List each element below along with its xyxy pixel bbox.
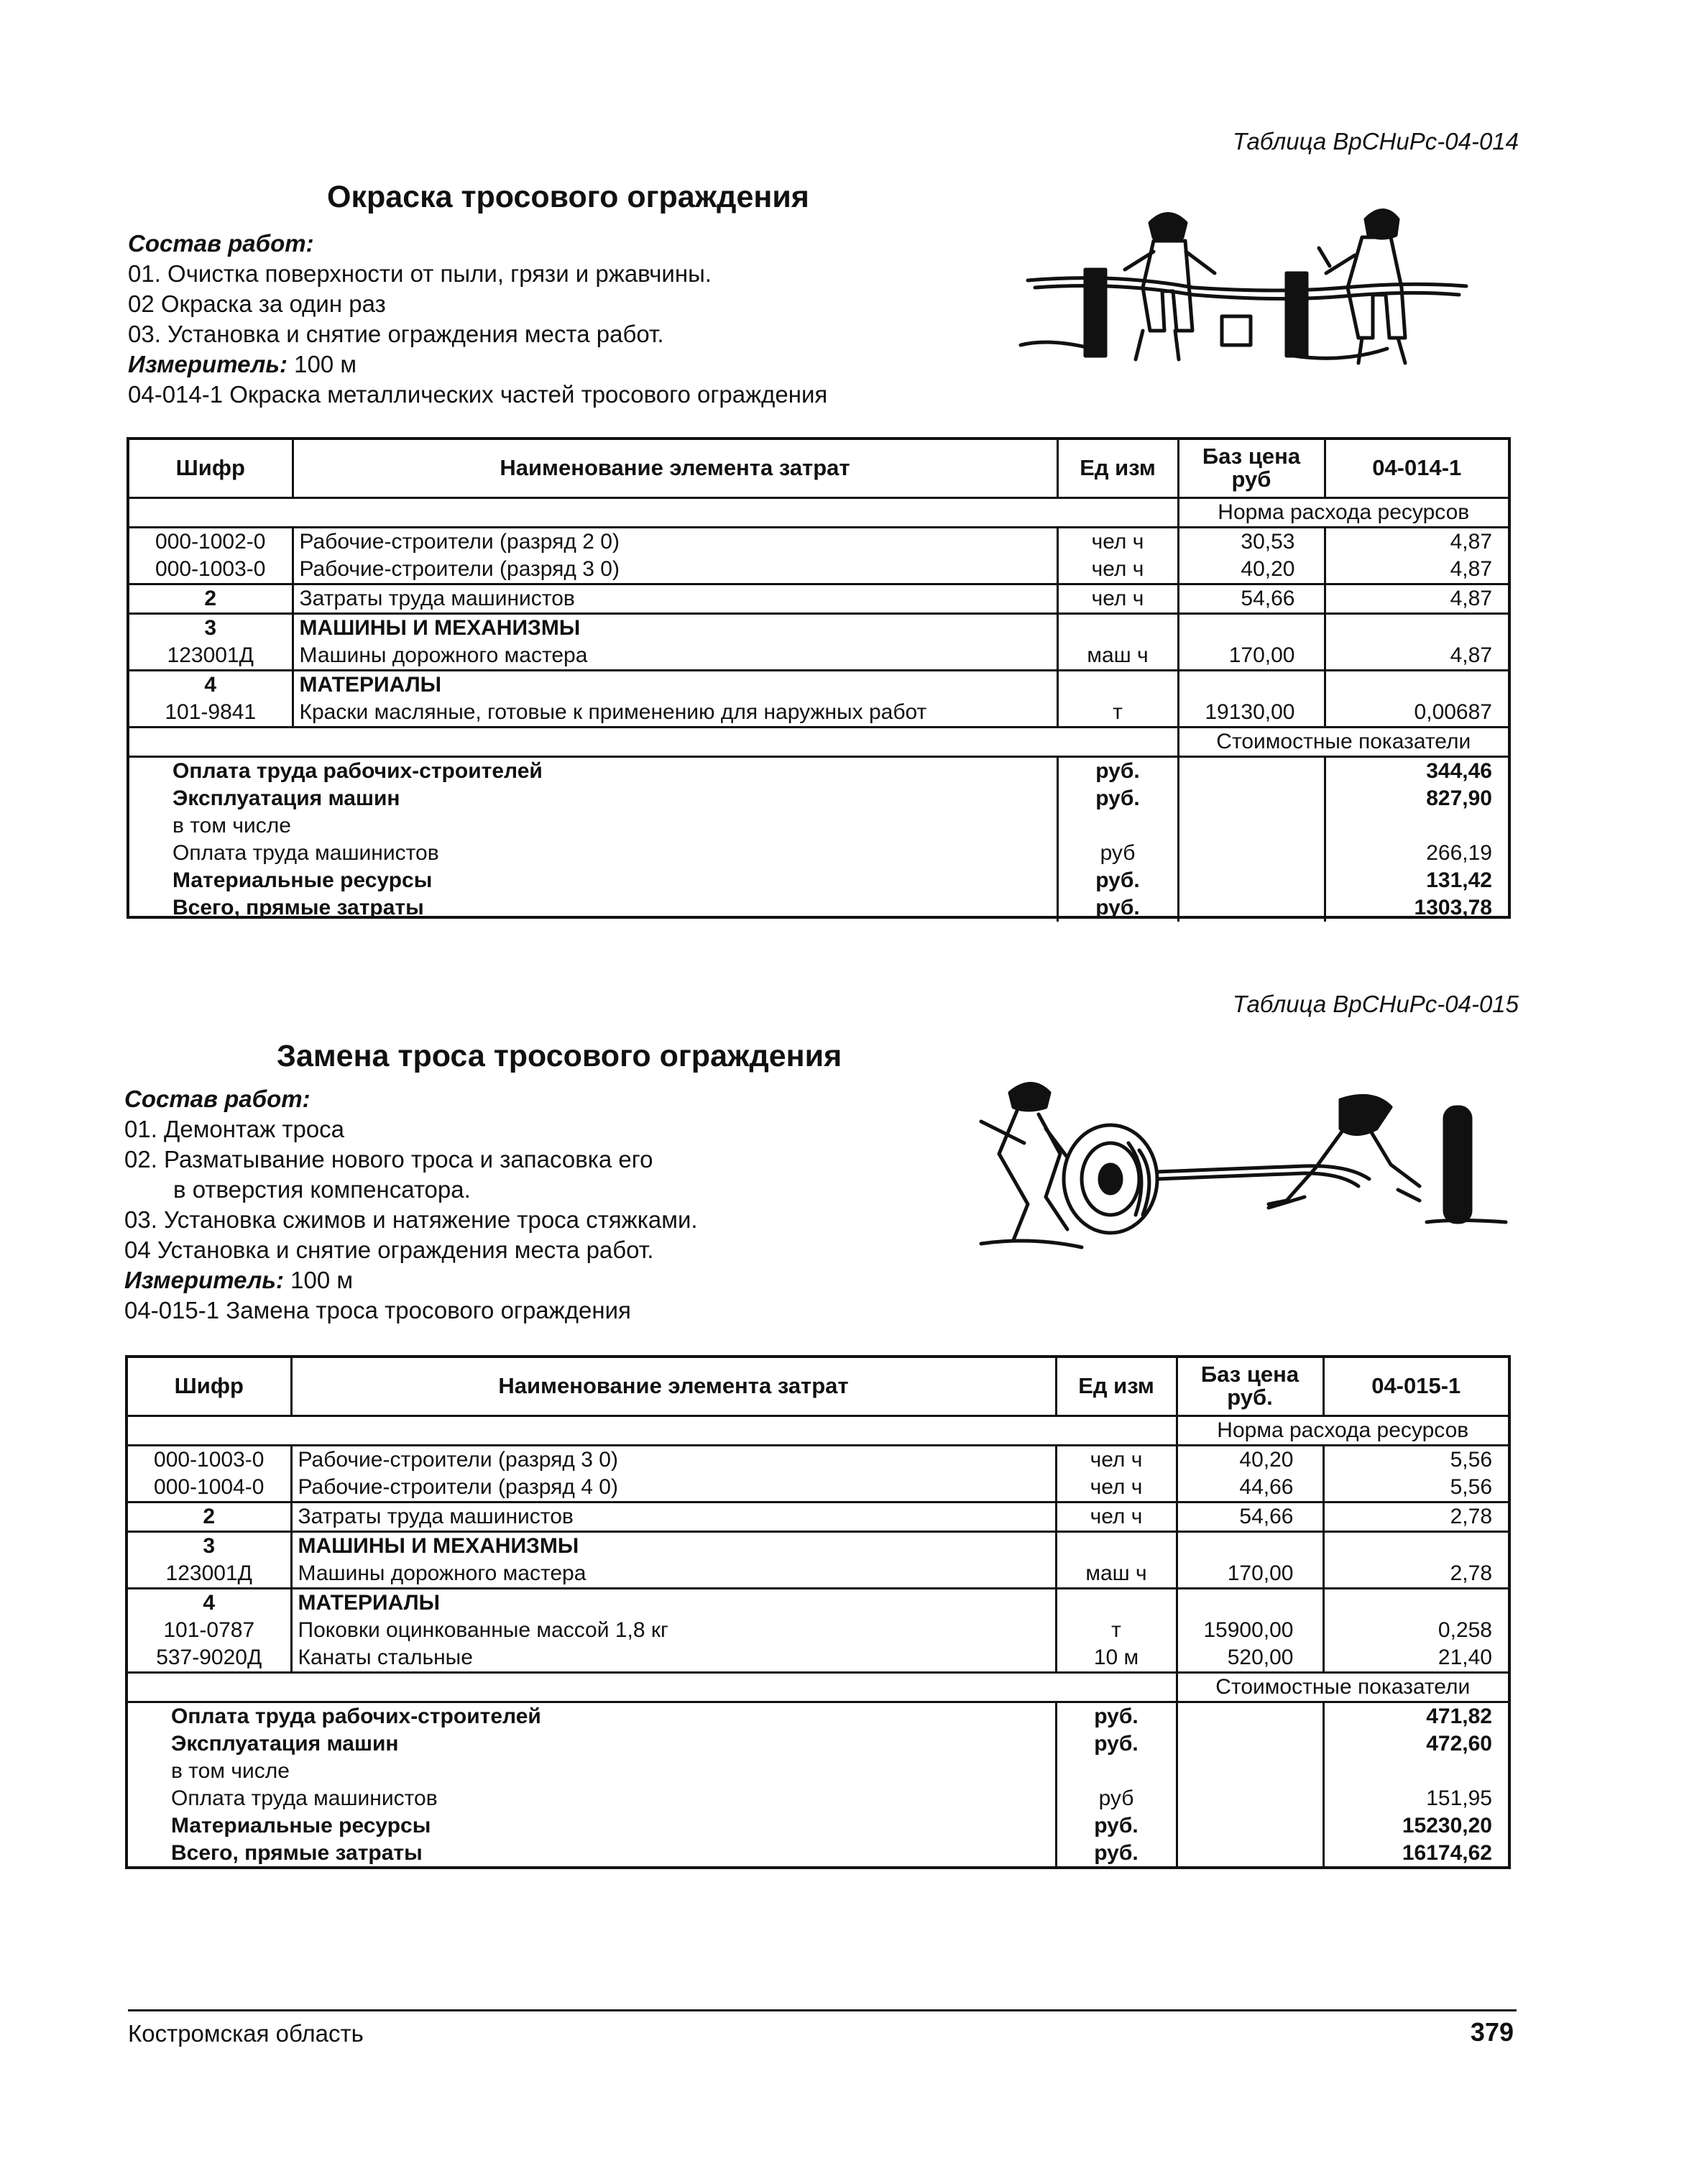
code-line: 04-014-1 Окраска металлических частей тросового ограждения	[128, 381, 828, 408]
table-header-row	[128, 1358, 1508, 1416]
header-price: Баз цена руб	[1178, 440, 1325, 497]
meter-label: Измеритель:	[124, 1267, 284, 1293]
code-line: 04-015-1 Замена троса тросового ограждения	[124, 1297, 631, 1323]
meter-value: 100 м	[290, 1267, 354, 1293]
table-row: 537-9020Д Канаты стальные 10 м 520,00 21,40	[128, 1644, 1508, 1673]
footer-divider	[128, 2009, 1517, 2011]
composition-label: Состав работ:	[124, 1086, 310, 1112]
table-row: 3 МАШИНЫ И МЕХАНИЗМЫ	[129, 613, 1508, 642]
header-code: Шифр	[128, 1358, 291, 1416]
cost-header: Стоимостные показатели	[1178, 727, 1508, 756]
table-row: 101-0787 Поковки оцинкованные массой 1,8 кг т 15900,00 0,258	[128, 1617, 1508, 1644]
cost-row: Оплата труда машинистов руб 266,19	[129, 840, 1508, 867]
table-row: 2 Затраты труда машинистов чел ч 54,66 4,87	[129, 584, 1508, 613]
work-item: 04 Установка и снятие ограждения места работ.	[124, 1236, 654, 1263]
meter-line	[128, 349, 827, 380]
meter-line	[124, 1265, 698, 1295]
cost-row: Эксплуатация машин руб. 472,60	[128, 1730, 1508, 1758]
meter-value: 100 м	[294, 351, 357, 377]
meter-label: Измеритель:	[128, 351, 288, 377]
cost-row: Материальные ресурсы руб. 131,42	[129, 867, 1508, 894]
table-row: 000-1003-0 Рабочие-строители (разряд 3 0) чел ч 40,20 4,87	[129, 556, 1508, 584]
cost-row: Эксплуатация машин руб. 827,90	[129, 785, 1508, 812]
section-title: Замена троса тросового ограждения	[277, 1039, 842, 1073]
table-row: 3 МАШИНЫ И МЕХАНИЗМЫ	[128, 1531, 1508, 1560]
header-price: Баз цена руб.	[1177, 1358, 1323, 1416]
resources-table	[126, 437, 1511, 919]
cost-row: Оплата труда машинистов руб 151,95	[128, 1785, 1508, 1812]
footer-region: Костромская область	[128, 2020, 364, 2047]
cost-row: Оплата труда рабочих-строителей руб. 344,46	[129, 756, 1508, 785]
work-composition	[124, 1084, 698, 1326]
norm-header: Норма расхода ресурсов	[1178, 497, 1508, 527]
cost-header-row	[128, 1672, 1508, 1702]
cost-row: Оплата труда рабочих-строителей руб. 471,82	[128, 1702, 1508, 1730]
work-item: 03. Установка сжимов и натяжение троса стяжками.	[124, 1206, 698, 1233]
table-row: 000-1003-0 Рабочие-строители (разряд 3 0) чел ч 40,20 5,56	[128, 1445, 1508, 1474]
norm-header-row	[128, 1416, 1508, 1445]
table-header-row	[129, 440, 1508, 497]
work-composition	[128, 229, 827, 410]
cost-row: в том числе	[128, 1758, 1508, 1785]
table-row: 101-9841 Краски масляные, готовые к применению для наружных работ т 19130,00 0,00687	[129, 699, 1508, 728]
work-item: 02 Окраска за один раз	[128, 290, 386, 317]
header-unit: Ед изм	[1056, 1358, 1177, 1416]
header-name: Наименование элемента затрат	[291, 1358, 1056, 1416]
composition-label: Состав работ:	[128, 230, 314, 257]
norm-header: Норма расхода ресурсов	[1177, 1416, 1508, 1445]
work-item: 02. Разматывание нового троса и запасовка его	[124, 1146, 653, 1173]
header-name: Наименование элемента затрат	[293, 440, 1057, 497]
cost-row: Всего, прямые затраты руб. 1303,78	[129, 894, 1508, 922]
cost-row: Всего, прямые затраты руб. 16174,62	[128, 1840, 1508, 1867]
table-reference: Таблица ВрСНиРс-04-014	[1233, 128, 1519, 155]
cost-header-row	[129, 727, 1508, 756]
header-rate: 04-014-1	[1325, 440, 1508, 497]
header-code: Шифр	[129, 440, 293, 497]
work-item: 01. Очистка поверхности от пыли, грязи и ржавчины.	[128, 260, 712, 287]
work-item: 03. Установка и снятие ограждения места работ.	[128, 321, 664, 347]
table-row: 2 Затраты труда машинистов чел ч 54,66 2,78	[128, 1502, 1508, 1531]
table-row: 4 МАТЕРИАЛЫ	[128, 1588, 1508, 1617]
table-row: 000-1004-0 Рабочие-строители (разряд 4 0) чел ч 44,66 5,56	[128, 1474, 1508, 1502]
table-row: 000-1002-0 Рабочие-строители (разряд 2 0) чел ч 30,53 4,87	[129, 527, 1508, 556]
painting-workers-illustration	[1006, 201, 1473, 395]
cost-row: Материальные ресурсы руб. 15230,20	[128, 1812, 1508, 1840]
table-reference: Таблица ВрСНиРс-04-015	[1233, 991, 1519, 1017]
work-item: в отверстия компенсатора.	[173, 1176, 471, 1203]
table-row: 123001Д Машины дорожного мастера маш ч 170,00 2,78	[128, 1560, 1508, 1589]
norm-header-row	[129, 497, 1508, 527]
table-row: 123001Д Машины дорожного мастера маш ч 170,00 4,87	[129, 642, 1508, 671]
work-item: 01. Демонтаж троса	[124, 1116, 345, 1142]
header-rate: 04-015-1	[1323, 1358, 1508, 1416]
cost-row: в том числе	[129, 812, 1508, 840]
cable-pulling-illustration	[967, 1071, 1513, 1258]
resources-table	[125, 1355, 1511, 1869]
header-unit: Ед изм	[1057, 440, 1178, 497]
cost-header: Стоимостные показатели	[1177, 1672, 1508, 1702]
table-row: 4 МАТЕРИАЛЫ	[129, 670, 1508, 699]
page-number: 379	[1470, 2017, 1514, 2047]
section-title: Окраска тросового ограждения	[327, 180, 809, 214]
